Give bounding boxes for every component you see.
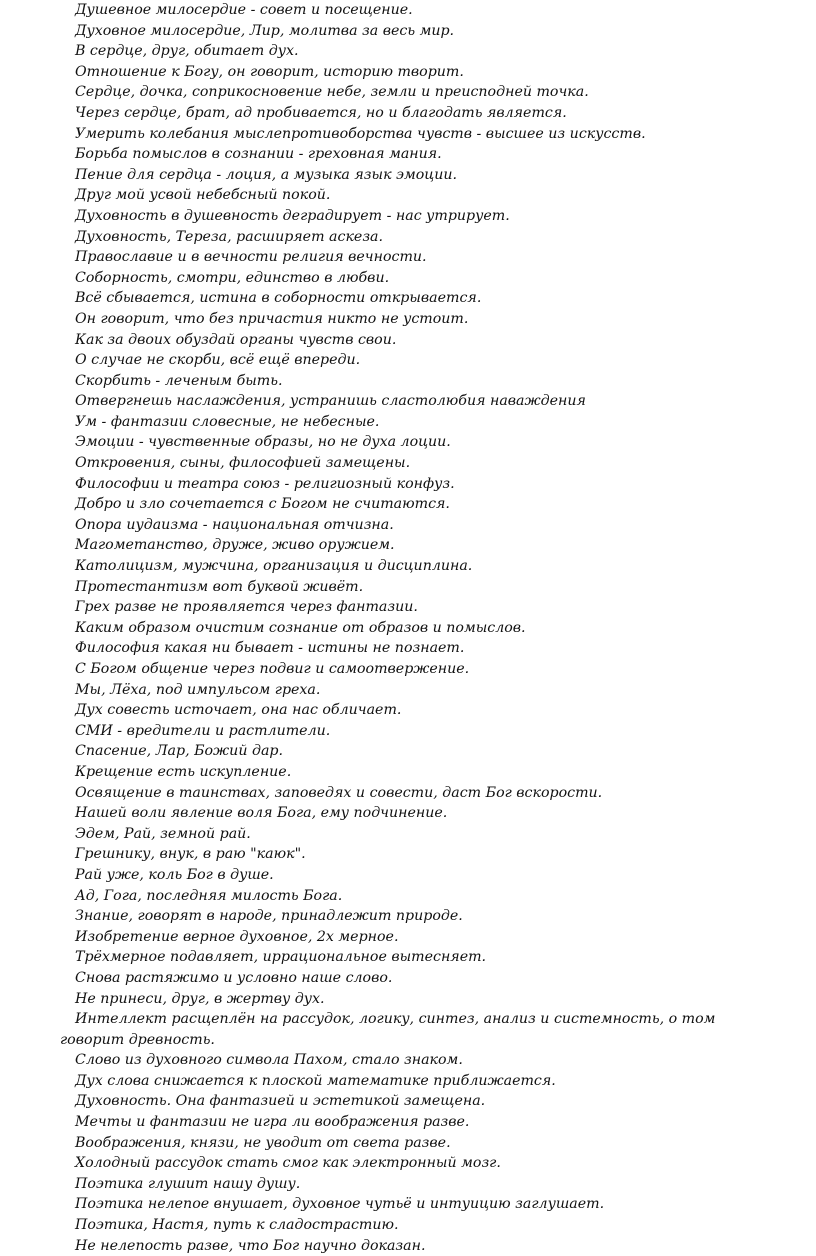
text-line: Душевное милосердие - совет и посещение. xyxy=(75,2,413,18)
text-line: О случае не скорби, всё ещё впереди. xyxy=(75,352,361,369)
text-line: Друг мой усвой небебсный покой. xyxy=(75,187,331,204)
text-line: Холодный рассудок стать смог как электронный мозг. xyxy=(75,1155,501,1172)
text-line: Протестантизм вот буквой живёт. xyxy=(75,578,364,595)
text-line: Не принеси, друг, в жертву дух. xyxy=(75,990,325,1007)
text-line: Ум - фантазии словесные, не небесные. xyxy=(75,413,380,430)
text-line: Сердце, дочка, соприкосновение небе, земли и преисподней точка. xyxy=(75,84,589,101)
text-line: Мы, Лёха, под импульсом греха. xyxy=(75,681,321,698)
text-line: Изобретение верное духовное, 2х мерное. xyxy=(75,928,399,945)
text-line: Духовность. Она фантазией и эстетикой замещена. xyxy=(75,1093,486,1110)
text-line: Эдем, Рай, земной рай. xyxy=(75,825,251,842)
text-line: Нашей воли явление воля Бога, ему подчинение. xyxy=(75,805,448,822)
text-line: СМИ - вредители и растлители. xyxy=(75,722,331,739)
text-line: Поэтика, Настя, путь к сладострастию. xyxy=(75,1217,399,1234)
text-line: Философии и театра союз - религиозный конфуз. xyxy=(75,475,455,492)
text-line: Философия какая ни бывает - истины не познает. xyxy=(75,640,465,657)
text-line: Всё сбывается, истина в соборности открывается. xyxy=(75,290,482,307)
text-line: Духовное милосердие, Лир, молитва за весь мир. xyxy=(75,22,455,39)
text-line: Трёхмерное подавляет, иррациональное вытесняет. xyxy=(75,949,487,966)
text-line: Опора иудаизма - национальная отчизна. xyxy=(75,516,394,533)
text-line: Грешнику, внук, в раю "каюк". xyxy=(75,846,306,863)
text-line: Дух слова снижается к плоской математике приближается. xyxy=(75,1072,556,1089)
text-line: Слово из духовного символа Пахом, стало знаком. xyxy=(75,1052,463,1069)
text-line: Мечты и фантазии не игра ли воображения разве. xyxy=(75,1114,470,1131)
text-line: С Богом общение через подвиг и самоотвержение. xyxy=(75,661,470,677)
text-line: Воображения, князи, не уводит от света разве. xyxy=(75,1134,451,1151)
text-line: Соборность, смотри, единство в любви. xyxy=(75,269,390,286)
text-line: Отношение к Богу, он говорит, историю творит. xyxy=(75,63,464,80)
text-line: Поэтика глушит нашу душу. xyxy=(75,1175,301,1192)
text-line: Магометанство, друже, живо оружием. xyxy=(75,537,395,554)
text-line: Борьба помыслов в сознании - греховная мания. xyxy=(75,146,442,163)
text-line: Католицизм, мужчина, организация и дисциплина. xyxy=(75,558,473,575)
text-line: Грех разве не проявляется через фантазии. xyxy=(75,599,418,616)
text-line: Православие и в вечности религия вечности. xyxy=(75,249,427,266)
text-line: Дух совесть источает, она нас обличает. xyxy=(75,702,402,719)
text-line: Как за двоих обуздай органы чувств свои. xyxy=(75,331,397,348)
text-line: Снова растяжимо и условно наше слово. xyxy=(75,969,393,986)
text-line: Интеллект расщеплён на рассудок, логику, синтез, анализ и системность, о том говорит древность. xyxy=(60,1011,716,1048)
text-line: Духовность, Тереза, расширяет аскеза. xyxy=(75,228,384,245)
text-line: Скорбить - леченым быть. xyxy=(75,372,283,389)
text-line: Через сердце, брат, ад пробивается, но и благодать является. xyxy=(75,104,567,121)
text-line: Эмоции - чувственные образы, но не духа лоции. xyxy=(75,434,451,451)
text-line: Откровения, сыны, философией замещены. xyxy=(75,455,411,472)
text-line: Каким образом очистим сознание от образов и помыслов. xyxy=(75,619,526,636)
text-line: Добро и зло сочетается с Богом не считаются. xyxy=(75,496,450,513)
text-line: Ад, Гога, последняя милость Бога. xyxy=(75,887,343,904)
text-line: Не нелепость разве, что Бог научно доказан. xyxy=(75,1237,426,1254)
text-line: Отвергнешь наслаждения, устранишь сластолюбия наваждения xyxy=(75,393,586,410)
text-line: Спасение, Лар, Божий дар. xyxy=(75,743,284,760)
text-line: Духовность в душевность деградирует - нас утрирует. xyxy=(75,207,510,224)
text-line: В сердце, друг, обитает дух. xyxy=(75,43,299,60)
text-line: Знание, говорят в народе, принадлежит природе. xyxy=(75,908,463,925)
text-line: Крещение есть искупление. xyxy=(75,763,292,780)
text-body xyxy=(60,0,776,1256)
text-line: Освящение в таинствах, заповедях и совести, даст Бог вскорости. xyxy=(75,784,603,801)
text-line: Поэтика нелепое внушает, духовное чутьё и интуицию заглушает. xyxy=(75,1196,605,1213)
text-line: Рай уже, коль Бог в душе. xyxy=(75,866,274,883)
text-line: Пение для сердца - лоция, а музыка язык эмоции. xyxy=(75,166,457,183)
text-line: Он говорит, что без причастия никто не устоит. xyxy=(75,310,469,327)
text-line: Умерить колебания мыслепротивоборства чувств - высшее из искусств. xyxy=(75,125,646,142)
